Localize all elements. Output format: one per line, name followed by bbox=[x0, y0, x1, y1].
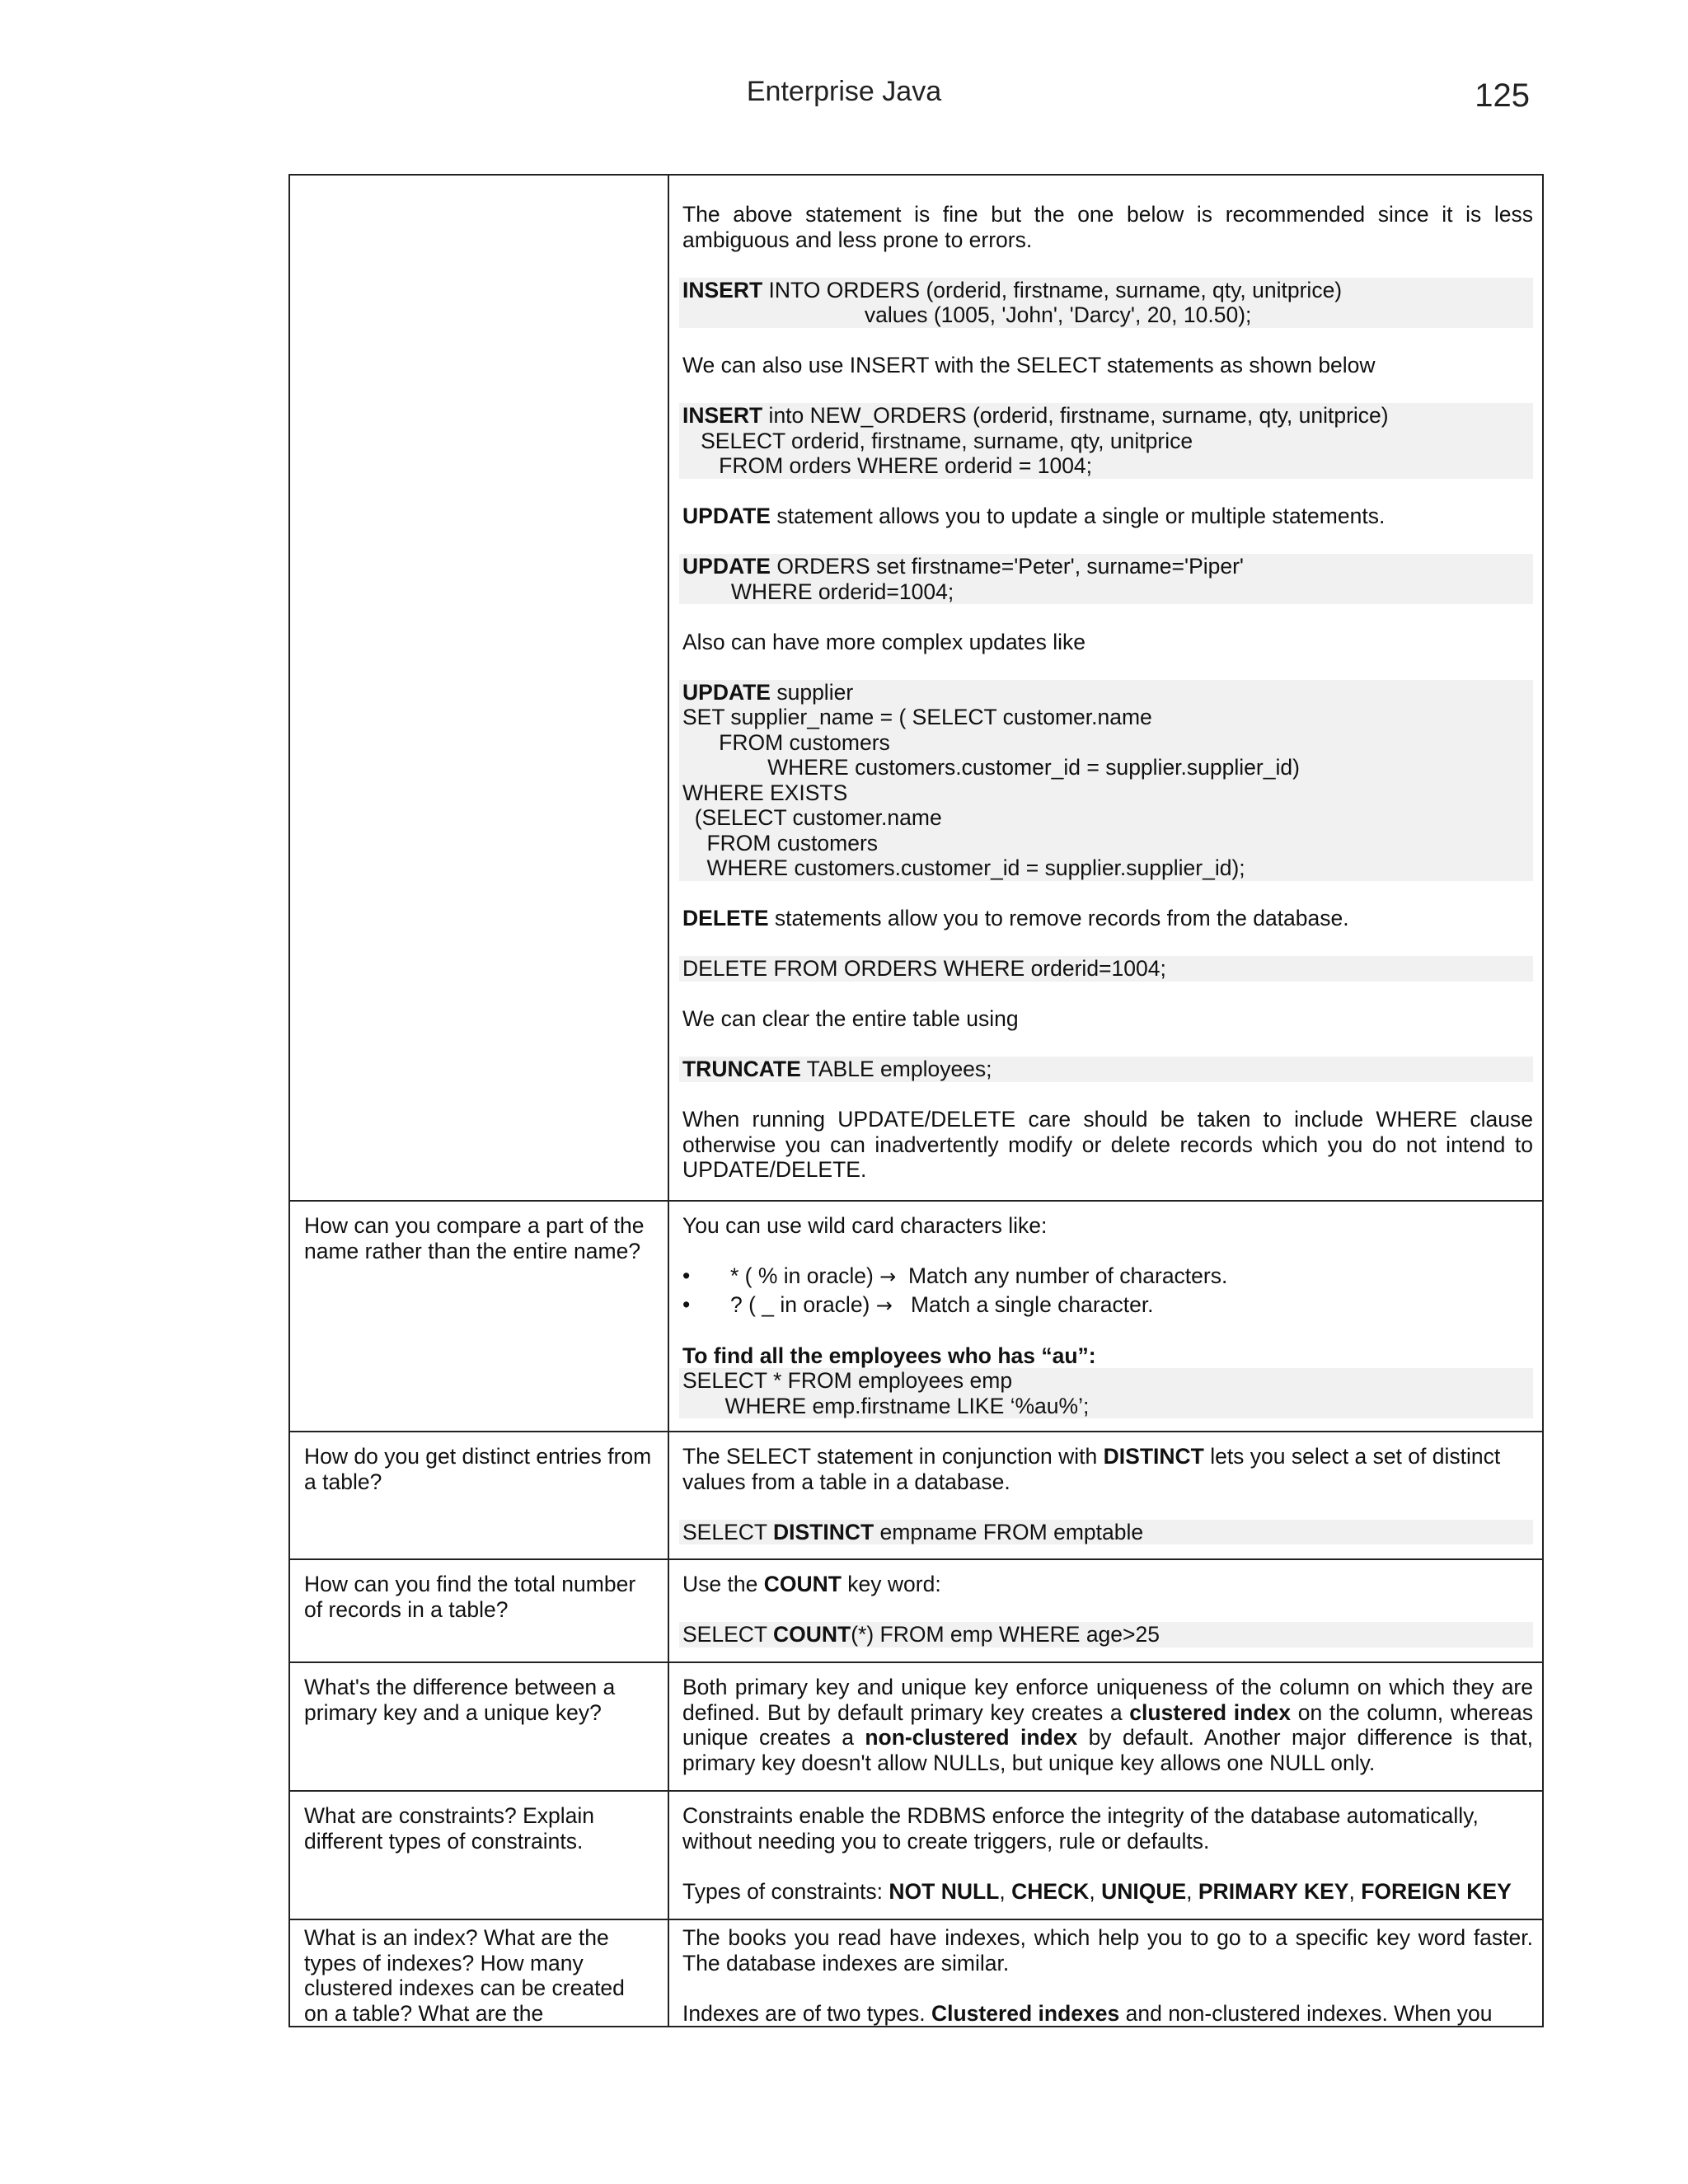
text: The SELECT statement in conjunction with bbox=[682, 1444, 1104, 1469]
list-item bbox=[682, 1292, 1533, 1319]
code-keyword: DISTINCT bbox=[772, 1519, 874, 1544]
keyword: clustered index bbox=[1129, 1699, 1292, 1725]
text: by default. Another major difference is that, primary key doesn't allow NULLs, but unique key allows one NULL only. bbox=[682, 1725, 1533, 1775]
separator: , bbox=[1186, 1878, 1198, 1904]
code-block-like: SELECT * FROM employees emp WHERE emp.firstname LIKE ‘%au%’; bbox=[679, 1368, 1533, 1418]
paragraph bbox=[682, 906, 1533, 931]
question-cell: What is an index? What are the types of indexes? How many clustered indexes can be created on a table? What are the bbox=[289, 1919, 668, 2027]
code-text: TABLE employees; bbox=[800, 1057, 992, 1081]
text: Match any number of characters. bbox=[896, 1263, 1228, 1288]
code-block-complex-update bbox=[679, 680, 1533, 881]
answer-cell bbox=[668, 1559, 1543, 1662]
code-block-truncate bbox=[679, 1057, 1533, 1082]
keyword: FOREIGN KEY bbox=[1361, 1878, 1512, 1904]
arrow-right-icon: → bbox=[879, 1265, 897, 1288]
answer-cell bbox=[668, 1662, 1543, 1791]
answer-cell bbox=[668, 1432, 1543, 1559]
answer-cell bbox=[668, 175, 1543, 1201]
text: ? ( _ in oracle) bbox=[730, 1291, 876, 1317]
table-row bbox=[289, 1662, 1543, 1791]
text: on the column, whereas unique creates a bbox=[682, 1699, 1534, 1750]
code-text: supplier SET supplier_name = ( SELECT customer.name FROM customers WHERE customers.customer_id = supplier.supplier_id) WHERE EXISTS (SELECT customer.name FROM customers WHERE customers.customer_id = supplier.supplier_id); bbox=[682, 679, 1300, 880]
table-row bbox=[289, 1559, 1543, 1662]
text: lets you select a set of distinct values from a table in a database. bbox=[682, 1444, 1501, 1494]
paragraph: We can clear the entire table using bbox=[682, 1006, 1019, 1031]
paragraph bbox=[682, 1444, 1533, 1494]
question-cell bbox=[289, 175, 668, 1201]
table-row bbox=[289, 1432, 1543, 1559]
code-block-insert bbox=[679, 278, 1533, 328]
paragraph: We can also use INSERT with the SELECT statements as shown below bbox=[682, 353, 1376, 377]
code-block-update bbox=[679, 554, 1533, 604]
code-text: SELECT bbox=[682, 1519, 773, 1544]
text: statements allow you to remove records from the database. bbox=[768, 906, 1349, 930]
code-keyword: INSERT bbox=[682, 277, 763, 302]
separator: , bbox=[1348, 1878, 1362, 1904]
keyword: Clustered indexes bbox=[931, 2000, 1120, 2026]
code-text: empname FROM emptable bbox=[874, 1519, 1144, 1544]
paragraph bbox=[682, 1675, 1533, 1775]
keyword: PRIMARY KEY bbox=[1198, 1878, 1349, 1904]
question-cell: What's the difference between a primary key and a unique key? bbox=[289, 1662, 668, 1791]
paragraph: Constraints enable the RDBMS enforce the integrity of the database automatically, without needing you to create triggers, rule or defaults. bbox=[682, 1803, 1479, 1854]
text: Use the bbox=[682, 1572, 764, 1596]
bold-heading: To find all the employees who has “au”: bbox=[682, 1343, 1096, 1368]
paragraph bbox=[682, 1572, 1533, 1597]
table-row bbox=[289, 1919, 1543, 2027]
separator: , bbox=[1089, 1878, 1102, 1904]
code-text: ORDERS set firstname='Peter', surname='Piper' WHERE orderid=1004; bbox=[730, 554, 1244, 604]
paragraph bbox=[682, 2001, 1533, 2026]
keyword: non-clustered index bbox=[865, 1725, 1078, 1750]
page-header-title: Enterprise Java bbox=[746, 76, 942, 107]
bullet-icon: • bbox=[682, 1263, 691, 1288]
bullet-icon: • bbox=[682, 1291, 691, 1317]
code-block-distinct bbox=[679, 1520, 1533, 1545]
paragraph bbox=[682, 504, 1533, 529]
paragraph: The above statement is fine but the one below is recommended since it is less ambiguous and less prone to errors. bbox=[682, 202, 1533, 252]
paragraph: You can use wild card characters like: bbox=[682, 1213, 1048, 1238]
constraint-types bbox=[682, 1879, 1533, 1905]
text: statement allows you to update a single or multiple statements. bbox=[770, 504, 1386, 528]
code-keyword: INSERT bbox=[682, 403, 763, 428]
keyword: DISTINCT bbox=[1103, 1444, 1204, 1469]
code-block-delete: DELETE FROM ORDERS WHERE orderid=1004; bbox=[679, 956, 1533, 982]
question-cell: How can you compare a part of the name rather than the entire name? bbox=[289, 1201, 668, 1432]
arrow-right-icon: → bbox=[875, 1293, 893, 1317]
keyword: UNIQUE bbox=[1101, 1878, 1187, 1904]
question-cell: How can you find the total number of records in a table? bbox=[289, 1559, 668, 1662]
code-text: INTO ORDERS (orderid, firstname, surname, qty, unitprice) values (1005, 'John', 'Darcy', 20, 10.50); bbox=[768, 277, 1343, 327]
keyword: CHECK bbox=[1011, 1878, 1090, 1904]
text: Indexes are of two types. bbox=[682, 2000, 931, 2026]
answer-cell bbox=[668, 1791, 1543, 1919]
answer-cell bbox=[668, 1919, 1543, 2027]
code-keyword: COUNT bbox=[772, 1622, 851, 1647]
code-block-count bbox=[679, 1622, 1533, 1647]
code-keyword: TRUNCATE bbox=[682, 1057, 801, 1081]
keyword: NOT NULL bbox=[889, 1878, 1000, 1904]
text: and non-clustered indexes. When you bbox=[1119, 2000, 1493, 2026]
separator: , bbox=[999, 1878, 1012, 1904]
code-text: (*) FROM emp WHERE age>25 bbox=[851, 1622, 1160, 1647]
code-keyword: UPDATE bbox=[682, 554, 771, 579]
list-item bbox=[682, 1263, 1533, 1290]
table-row bbox=[289, 1791, 1543, 1919]
answer-cell bbox=[668, 1201, 1543, 1432]
code-block-insert-select bbox=[679, 403, 1533, 479]
code-text: SELECT bbox=[682, 1622, 773, 1647]
text: * ( % in oracle) bbox=[730, 1263, 880, 1288]
keyword: COUNT bbox=[763, 1572, 842, 1596]
text: key word: bbox=[841, 1572, 941, 1596]
table-row bbox=[289, 175, 1543, 1201]
question-cell: What are constraints? Explain different types of constraints. bbox=[289, 1791, 668, 1919]
keyword: DELETE bbox=[682, 906, 769, 930]
paragraph: When running UPDATE/DELETE care should be taken to include WHERE clause otherwise you can inadvertently modify or delete records which you do not intend to UPDATE/DELETE. bbox=[682, 1107, 1533, 1182]
keyword: UPDATE bbox=[682, 504, 771, 528]
qa-table bbox=[288, 174, 1544, 2027]
text: Types of constraints: bbox=[682, 1878, 889, 1904]
code-keyword: UPDATE bbox=[682, 679, 771, 705]
question-cell: How do you get distinct entries from a table? bbox=[289, 1432, 668, 1559]
paragraph: The books you read have indexes, which help you to go to a specific key word faster. The database indexes are similar. bbox=[682, 1925, 1533, 1975]
table-row bbox=[289, 1201, 1543, 1432]
bullet-list bbox=[682, 1263, 1533, 1318]
text: Match a single character. bbox=[892, 1291, 1154, 1317]
paragraph: Also can have more complex updates like bbox=[682, 629, 1086, 654]
page-number: 125 bbox=[1475, 77, 1530, 114]
text: Both primary key and unique key enforce uniqueness of the column on which they are defined. But by default primary key creates a bbox=[682, 1675, 1533, 1725]
code-text: into NEW_ORDERS (orderid, firstname, surname, qty, unitprice) SELECT orderid, firstname, surname, qty, unitprice FROM orders WHERE orderid = 1004; bbox=[701, 403, 1389, 478]
